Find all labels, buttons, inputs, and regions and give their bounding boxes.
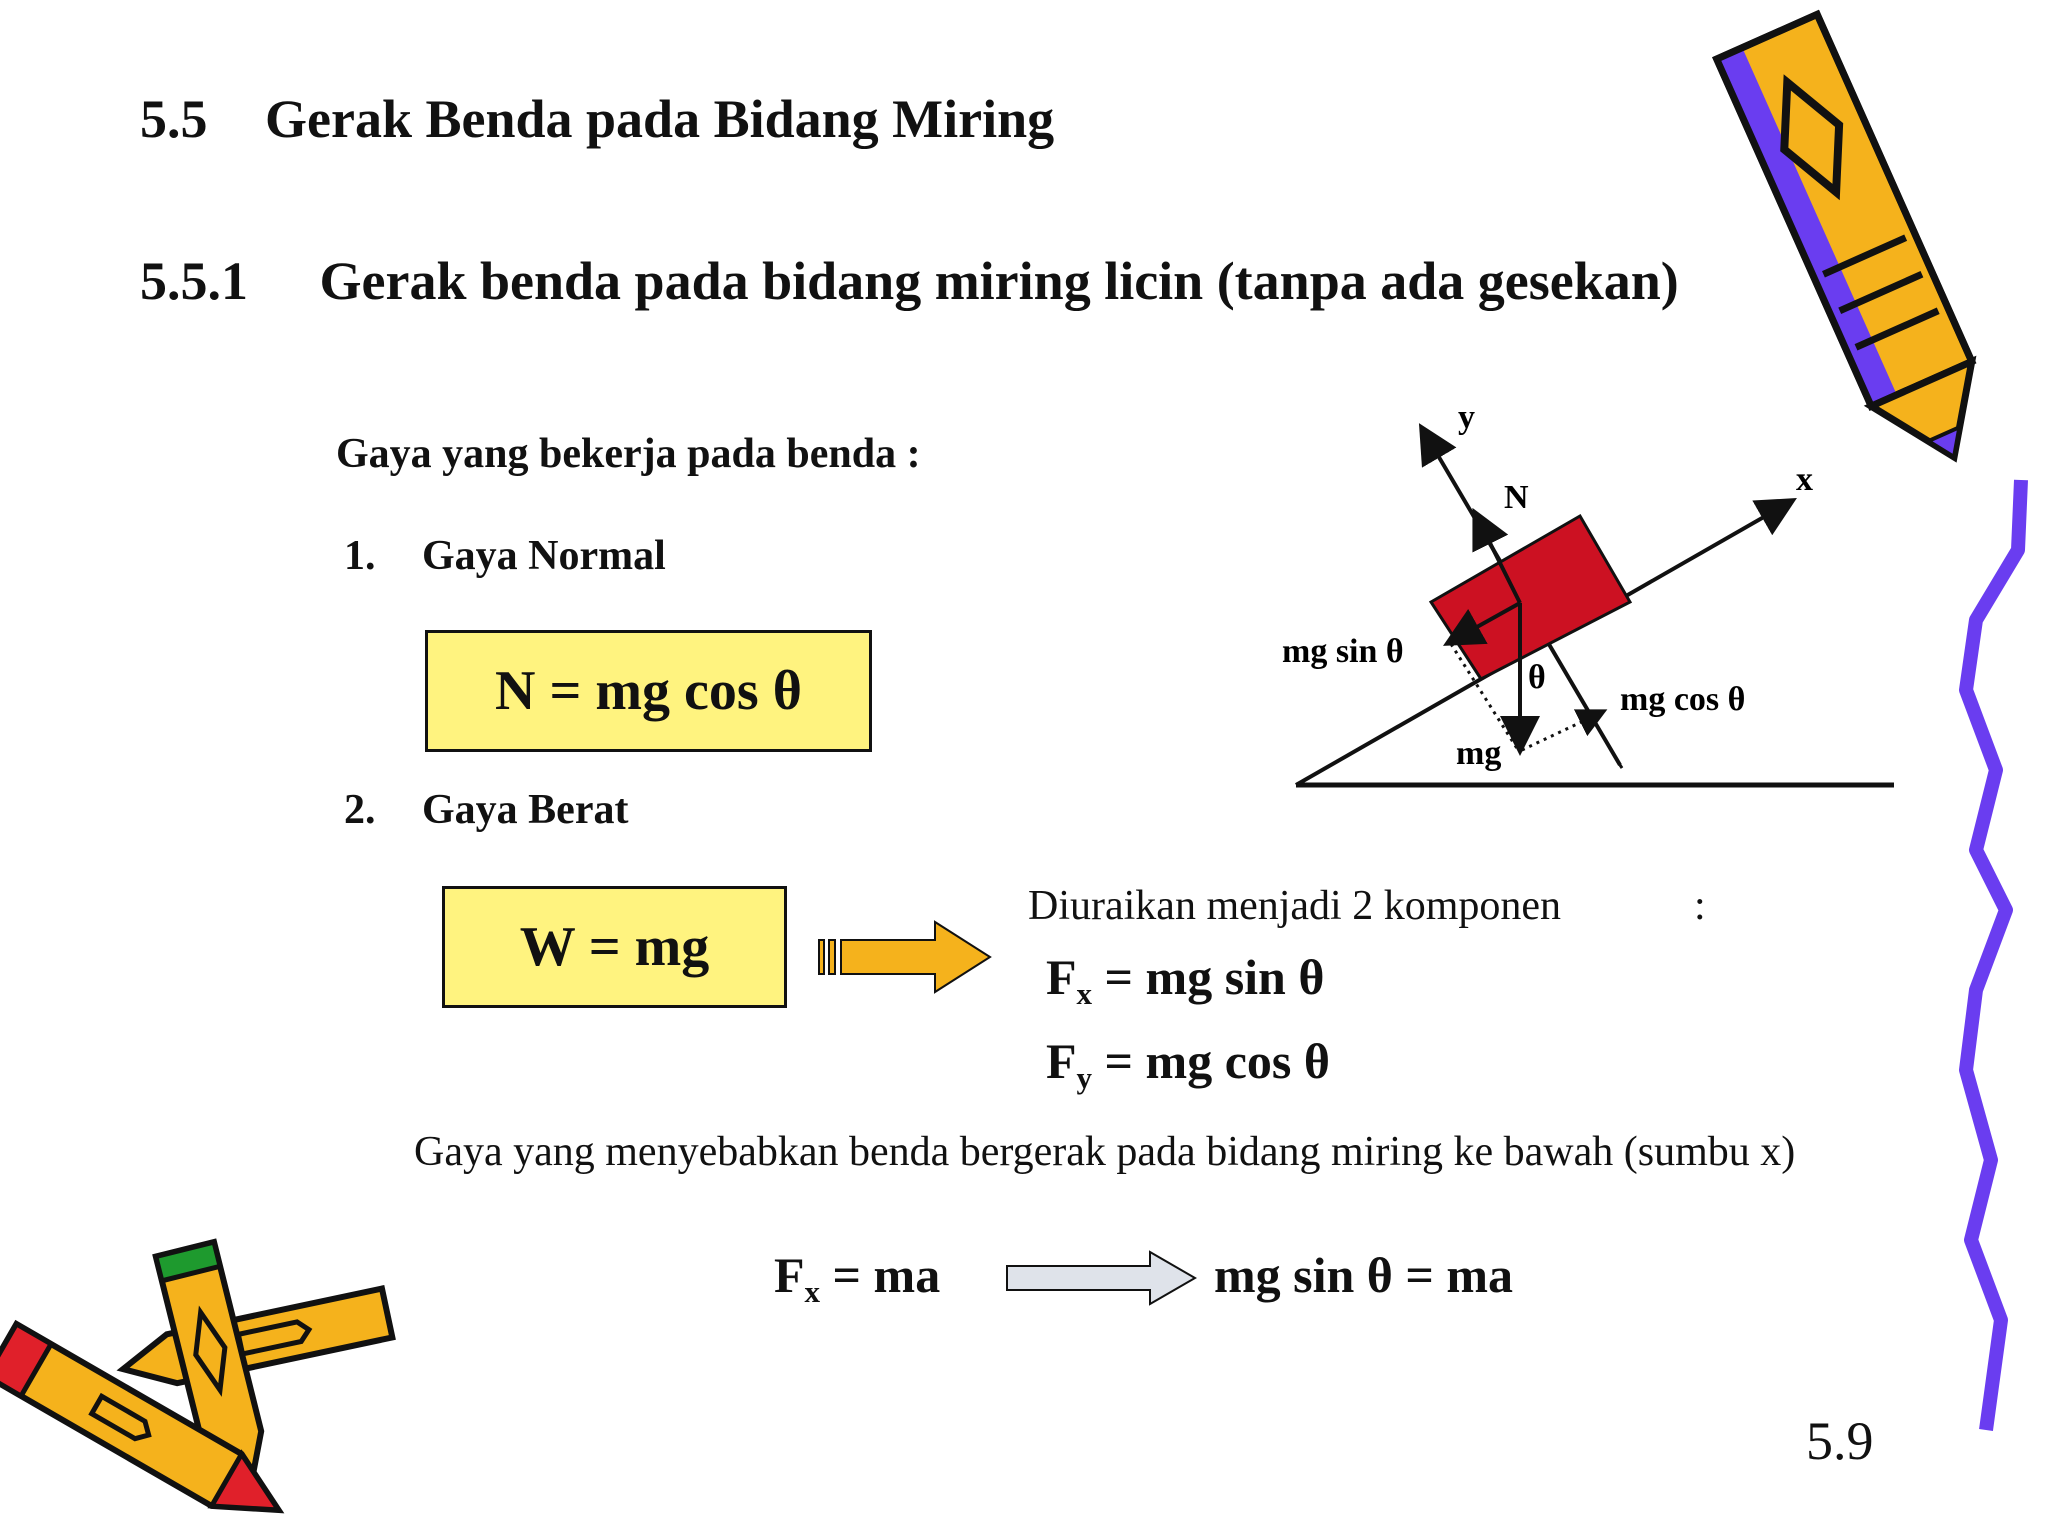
list-item-number: 1. (344, 533, 376, 579)
diagram-label-y: y (1458, 399, 1475, 436)
components-intro-text: Diuraikan menjadi 2 komponen (1028, 883, 1562, 929)
fx-sub: x (1076, 975, 1093, 1011)
block (1431, 516, 1630, 679)
list-item-label: Gaya Berat (422, 787, 629, 833)
list-item (344, 786, 628, 834)
final-lhs (774, 1246, 940, 1310)
diagram-label-n: N (1504, 479, 1529, 516)
subsection-title: Gerak benda pada bidang miring licin (tanpa ada gesekan) (319, 251, 1679, 311)
implies-arrow-icon (1005, 1248, 1205, 1308)
section-number: 5.5 (140, 89, 208, 149)
normal-force-formula-box (425, 630, 872, 752)
fx-rhs: = mg sin θ (1092, 949, 1325, 1005)
final-lhs-rhs: = ma (820, 1247, 941, 1303)
fy-rhs: = mg cos θ (1092, 1033, 1330, 1089)
normal-extension (1574, 686, 1622, 768)
final-lhs-sub: x (804, 1273, 821, 1309)
cause-text: Gaya yang menyebabkan benda bergerak pada bidang miring ke bawah (sumbu x) (414, 1129, 1796, 1175)
normal-force-formula: N = mg cos θ (495, 660, 802, 722)
weight-formula-box (442, 886, 787, 1008)
pencil-icon (1720, 8, 2000, 508)
final-result: mg sin θ = ma (1214, 1247, 1514, 1303)
subsection-heading (140, 250, 1679, 312)
fy-equation (1046, 1032, 1330, 1096)
fx-base: F (1046, 949, 1077, 1005)
section-title: Gerak Benda pada Bidang Miring (265, 89, 1055, 149)
fy-sub: y (1076, 1059, 1093, 1095)
decompose-arrow-icon (815, 918, 995, 998)
diagram-label-x: x (1796, 461, 1813, 498)
diagram-label-mg-cos: mg cos θ (1620, 681, 1746, 718)
fx-equation (1046, 948, 1324, 1012)
crossed-pencils-icon (0, 1230, 420, 1530)
diagram-label-theta: θ (1528, 659, 1546, 696)
components-intro (1028, 882, 1561, 930)
list-item-label: Gaya Normal (422, 533, 666, 579)
components-colon: : (1694, 883, 1706, 929)
weight-formula: W = mg (519, 916, 710, 978)
page-number: 5.9 (1806, 1411, 1874, 1471)
mg-cos-arrow (1594, 712, 1602, 716)
section-heading (140, 88, 1054, 150)
forces-intro: Gaya yang bekerja pada benda : (336, 431, 921, 477)
squiggle-decoration-icon (1946, 470, 2036, 1440)
diagram-label-mg-sin: mg sin θ (1282, 633, 1404, 670)
fy-base: F (1046, 1033, 1077, 1089)
final-lhs-base: F (774, 1247, 805, 1303)
list-item (344, 532, 666, 580)
list-item-number: 2. (344, 787, 376, 833)
diagram-label-mg: mg (1456, 735, 1502, 772)
subsection-number: 5.5.1 (140, 251, 248, 311)
